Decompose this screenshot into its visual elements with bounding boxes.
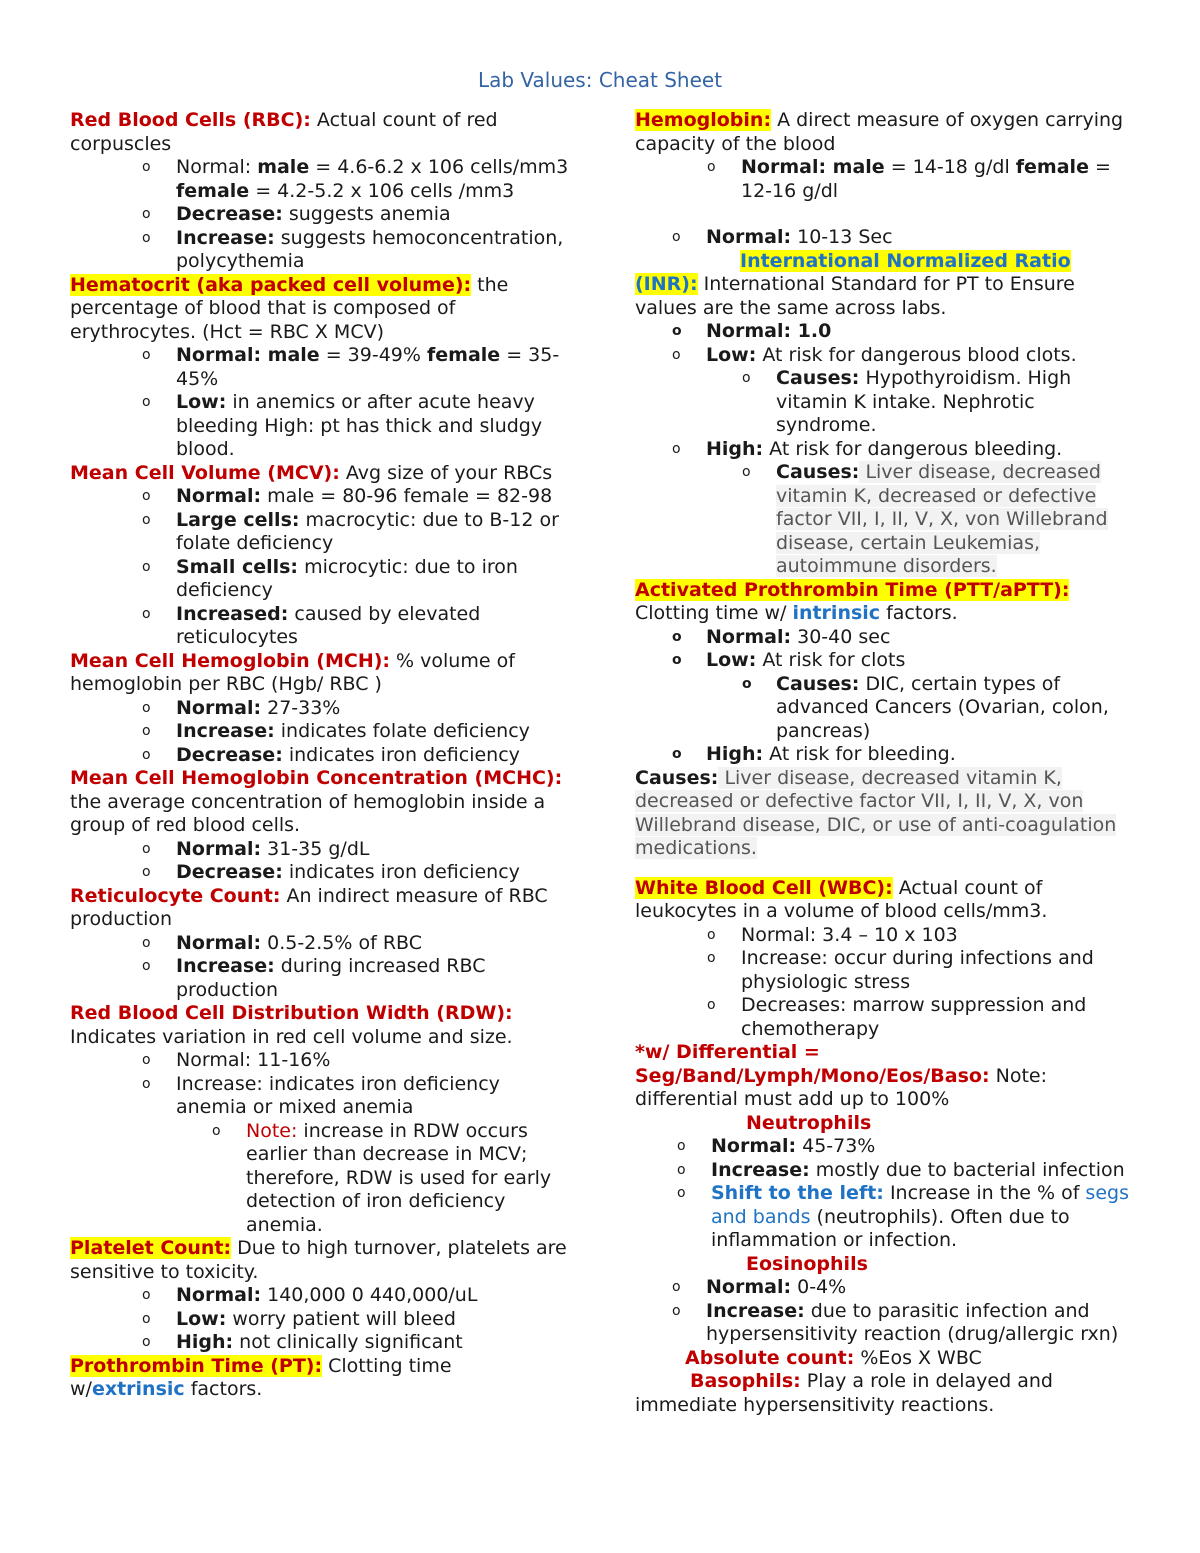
list-item: o Normal: 27-33% (142, 696, 341, 719)
right-column (635, 109, 1135, 1417)
list-item: o Normal: male = 14-18 g/dl female = 12-16 g/dl (707, 156, 1111, 202)
list-item: o Low: At risk for dangerous blood clots. (672, 343, 1077, 366)
list-item: o Increase: due to parasitic infection and hypersensitivity reaction (drug/allergic rxn) (672, 1299, 1119, 1345)
differential-heading: *w/ Differential = Seg/Band/Lymph/Mono/Eos/Baso: (635, 1041, 990, 1087)
inr-heading: International Normalized Ratio (740, 249, 1071, 272)
list-item: o Normal: 45-73% (677, 1135, 876, 1157)
list-item: o Increase: occur during infections and physiologic stress (707, 947, 1094, 993)
pt-section: Prothrombin Time (PT): Clotting time w/extrinsic factors. (70, 1354, 452, 1400)
list-item: o Causes: Liver disease, decreased vitamin K, decreased or defective factor VII, I, II, V, X, von Willebrand disease, certain Leukemias, autoimmune disorders. (742, 461, 1108, 577)
basophils-heading: Basophils: (690, 1370, 801, 1392)
list-item: o Causes: Hypothyroidism. High vitamin K intake. Nephrotic syndrome. (742, 367, 1072, 436)
hgb-heading: Hemoglobin: (635, 109, 772, 131)
list-item: o Increased: caused by elevated reticulocytes (142, 602, 481, 648)
left-column (70, 109, 570, 1402)
mch-section: Mean Cell Hemoglobin (MCH): % volume of hemoglobin per RBC (Hgb/ RBC ) (70, 649, 515, 695)
rdw-heading: Red Blood Cell Distribution Width (RDW): (70, 1002, 513, 1024)
list-item: o Decrease: suggests anemia (142, 203, 451, 225)
list-item: o Increase: suggests hemoconcentration, polycythemia (142, 226, 564, 272)
list-item: o Note: increase in RDW occurs earlier than decrease in MCV; therefore, RDW is used for early detection of iron deficiency anemia. (212, 1119, 552, 1236)
list-item: o Shift to the left: Increase in the % of segs and bands (neutrophils). Often due to inflammation or infection. (677, 1182, 1129, 1251)
wbc-heading: White Blood Cell (WBC): (635, 876, 893, 899)
mcv-section: Mean Cell Volume (MCV): Avg size of your RBCs (70, 461, 553, 484)
retic-heading: Reticulocyte Count: (70, 884, 281, 907)
list-item: o Normal: 0.5-2.5% of RBC (142, 931, 423, 954)
pt-heading: Prothrombin Time (PT): (70, 1354, 323, 1377)
rbc-heading: Red Blood Cells (RBC): (70, 109, 311, 131)
platelet-section: Platelet Count: Due to high turnover, platelets are sensitive to toxicity. (70, 1237, 567, 1283)
retic-section: Reticulocyte Count: An indirect measure of RBC production (70, 884, 548, 930)
list-item: o Causes: DIC, certain types of advanced Cancers (Ovarian, colon, pancreas) (742, 672, 1109, 742)
list-item: o Increase: during increased RBC production (142, 955, 486, 1001)
list-item: o Decreases: marrow suppression and chemotherapy (707, 994, 1087, 1040)
eosinophils-heading: Eosinophils (746, 1252, 868, 1275)
list-item: o Normal: male = 4.6-6.2 x 106 cells/mm3 female = 4.2-5.2 x 106 cells /mm3 (142, 156, 569, 202)
basophils-section: Basophils: Play a role in delayed and immediate hypersensitivity reactions. (635, 1370, 1053, 1416)
absolute-count: Absolute count: %Eos X WBC (685, 1346, 982, 1369)
list-item: o High: not clinically significant (142, 1331, 463, 1353)
rdw-section: Red Blood Cell Distribution Width (RDW): Indicates variation in red cell volume and size. (70, 1002, 513, 1048)
hgb-section: Hemoglobin: A direct measure of oxygen carrying capacity of the blood (635, 109, 1124, 155)
list-item: o Normal: 10-13 Sec (672, 226, 893, 248)
list-item: o Increase: mostly due to bacterial infection (677, 1158, 1125, 1181)
platelet-heading: Platelet Count: (70, 1237, 232, 1259)
ptt-heading: Activated Prothrombin Time (PTT/aPTT): (635, 578, 1070, 601)
ptt-section: Activated Prothrombin Time (PTT/aPTT): Clotting time w/ intrinsic factors. (635, 578, 1070, 624)
list-item: o Low: At risk for clots (672, 649, 906, 671)
list-item: o Normal: 11-16% (142, 1049, 331, 1071)
list-item: o Normal: 1.0 (672, 320, 832, 342)
list-item: o Normal: 31-35 g/dL (142, 837, 370, 860)
list-item: o Normal: 3.4 – 10 x 103 (707, 923, 958, 946)
list-item: o Increase: indicates iron deficiency anemia or mixed anemia (142, 1072, 500, 1118)
list-item: o Low: in anemics or after acute heavy bleeding High: pt has thick and sludgy blood. (142, 391, 543, 460)
mcv-heading: Mean Cell Volume (MCV): (70, 461, 340, 484)
neutrophils-heading: Neutrophils (746, 1111, 872, 1134)
list-item: o High: At risk for dangerous bleeding. (672, 437, 1063, 460)
list-item: o Large cells: macrocytic: due to B-12 or folate deficiency (142, 508, 559, 554)
list-item: o Normal: 140,000 0 440,000/uL (142, 1284, 478, 1306)
mchc-heading: Mean Cell Hemoglobin Concentration (MCHC): (70, 767, 563, 789)
list-item: o Increase: indicates folate deficiency (142, 720, 530, 742)
wbc-section: White Blood Cell (WBC): Actual count of leukocytes in a volume of blood cells/mm3. (635, 876, 1048, 922)
ptt-causes: Causes: Liver disease, decreased vitamin K, decreased or defective factor VII, I, II, V, X, von Willebrand disease, DIC, or use of anti-coagulation medications. (635, 766, 1117, 859)
differential-section: *w/ Differential = Seg/Band/Lymph/Mono/Eos/Baso: Note: differential must add up to 100% (635, 1041, 1047, 1110)
hct-heading: Hematocrit (aka packed cell volume): (70, 273, 472, 296)
rbc-desc: Actual count of red corpuscles (70, 109, 498, 155)
hct-section: Hematocrit (aka packed cell volume): the percentage of blood that is composed of erythrocytes. (Hct = RBC X MCV) (70, 273, 509, 343)
list-item: o Normal: 0-4% (672, 1276, 847, 1298)
mch-heading: Mean Cell Hemoglobin (MCH): (70, 649, 391, 672)
mchc-section: Mean Cell Hemoglobin Concentration (MCHC): the average concentration of hemoglobin inside a group of red blood cells. (70, 767, 563, 836)
list-item: o High: At risk for bleeding. (672, 743, 956, 765)
list-item: o Low: worry patient will bleed (142, 1307, 456, 1330)
list-item: o Normal: 30-40 sec (672, 625, 891, 648)
page-title: Lab Values: Cheat Sheet (477, 68, 723, 92)
rbc-section (70, 109, 570, 156)
list-item: o Normal: male = 80-96 female = 82-98 (142, 485, 553, 507)
list-item: o Small cells: microcytic: due to iron deficiency (142, 555, 518, 601)
list-item: o Normal: male = 39-49% female = 35-45% (142, 344, 560, 390)
list-item: o Decrease: indicates iron deficiency (142, 861, 520, 883)
inr-section: International Normalized Ratio (INR): International Standard for PT to Ensure values are the same across labs. (635, 249, 1075, 319)
list-item: o Decrease: indicates iron deficiency (142, 743, 520, 766)
